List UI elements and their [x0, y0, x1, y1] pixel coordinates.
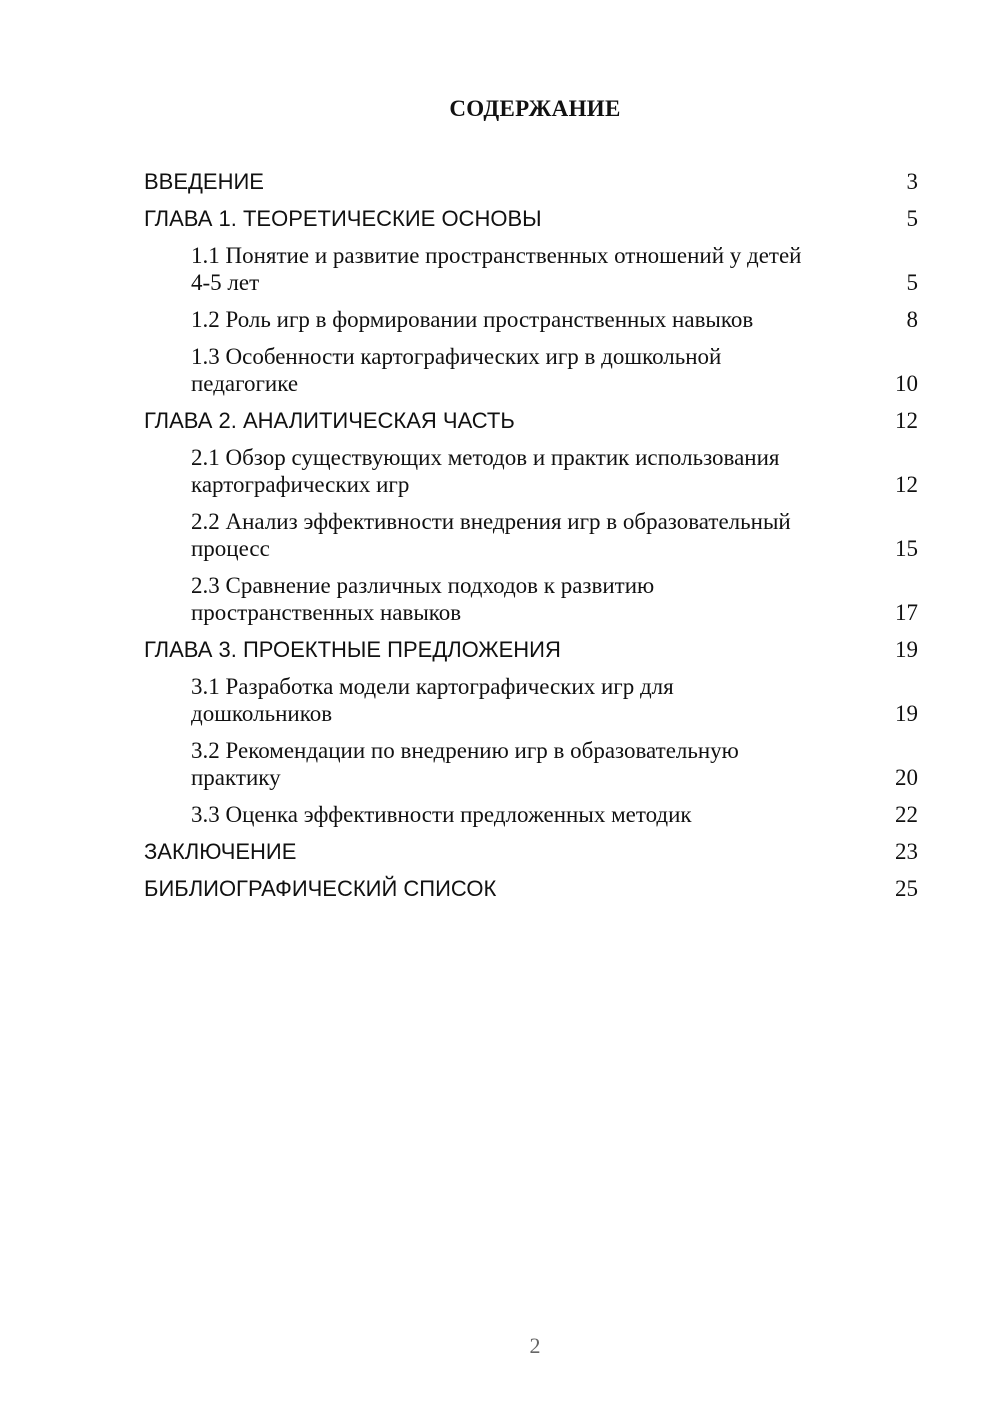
page-title: СОДЕРЖАНИЕ: [449, 96, 621, 121]
toc-entry-section-1-2: [144, 306, 918, 333]
toc-entry-section-3-1: [144, 673, 918, 727]
toc-entry-page: 23: [895, 839, 918, 864]
toc-entry-section-3-2: [144, 737, 918, 791]
toc-entry-page: 8: [906, 307, 918, 332]
page-number: 2: [529, 1333, 541, 1358]
toc-entry-text: ВВЕДЕНИЕ: [144, 169, 264, 194]
toc-entry-page: 20: [895, 765, 918, 790]
toc-entry-section-1-1: [144, 242, 918, 296]
toc-entry-page: 5: [906, 206, 918, 231]
toc-entry-introduction: [144, 168, 918, 195]
toc-entry-text: 1.3 Особенности картографических игр в дошкольной педагогике: [191, 344, 722, 396]
toc-entry-page: 19: [895, 637, 918, 662]
toc-entry-text: 1.2 Роль игр в формировании пространственных навыков: [191, 307, 754, 332]
toc-entry-text: 3.2 Рекомендации по внедрению игр в образовательную практику: [191, 738, 739, 790]
toc-entry-text: ГЛАВА 3. ПРОЕКТНЫЕ ПРЕДЛОЖЕНИЯ: [144, 637, 561, 662]
toc-entry-text: 3.3 Оценка эффективности предложенных методик: [191, 802, 692, 827]
toc-entry-text: 3.1 Разработка модели картографических игр для дошкольников: [191, 674, 674, 726]
toc-entry-page: 25: [895, 876, 918, 901]
toc-entry-text: БИБЛИОГРАФИЧЕСКИЙ СПИСОК: [144, 876, 497, 901]
toc-entry-text: 2.2 Анализ эффективности внедрения игр в образовательный процесс: [191, 509, 791, 561]
toc-entry-text: 2.1 Обзор существующих методов и практик использования картографических игр: [191, 445, 780, 497]
toc-entry-page: 19: [895, 701, 918, 726]
toc-entry-page: 17: [895, 600, 918, 625]
toc-entry-section-1-3: [144, 343, 918, 397]
toc-entry-page: 10: [895, 371, 918, 396]
toc-entry-page: 12: [895, 408, 918, 433]
toc-entry-text: 2.3 Сравнение различных подходов к развитию пространственных навыков: [191, 573, 655, 625]
toc-entry-text: ГЛАВА 1. ТЕОРЕТИЧЕСКИЕ ОСНОВЫ: [144, 206, 542, 231]
toc-entry-text: ЗАКЛЮЧЕНИЕ: [144, 839, 297, 864]
toc-entry-page: 22: [895, 802, 918, 827]
toc-entry-text: ГЛАВА 2. АНАЛИТИЧЕСКАЯ ЧАСТЬ: [144, 408, 515, 433]
toc-entry-chapter-1: [144, 205, 918, 232]
table-of-contents: [144, 168, 918, 912]
toc-entry-page: 12: [895, 472, 918, 497]
toc-entry-section-2-1: [144, 444, 918, 498]
toc-entry-chapter-2: [144, 407, 918, 434]
toc-entry-chapter-3: [144, 636, 918, 663]
toc-entry-page: 5: [906, 270, 918, 295]
toc-entry-conclusion: [144, 838, 918, 865]
toc-entry-page: 15: [895, 536, 918, 561]
toc-entry-section-2-2: [144, 508, 918, 562]
toc-entry-page: 3: [906, 169, 918, 194]
toc-entry-text: 1.1 Понятие и развитие пространственных отношений у детей 4-5 лет: [191, 243, 802, 295]
toc-entry-section-3-3: [144, 801, 918, 828]
toc-entry-section-2-3: [144, 572, 918, 626]
toc-entry-bibliography: [144, 875, 918, 902]
